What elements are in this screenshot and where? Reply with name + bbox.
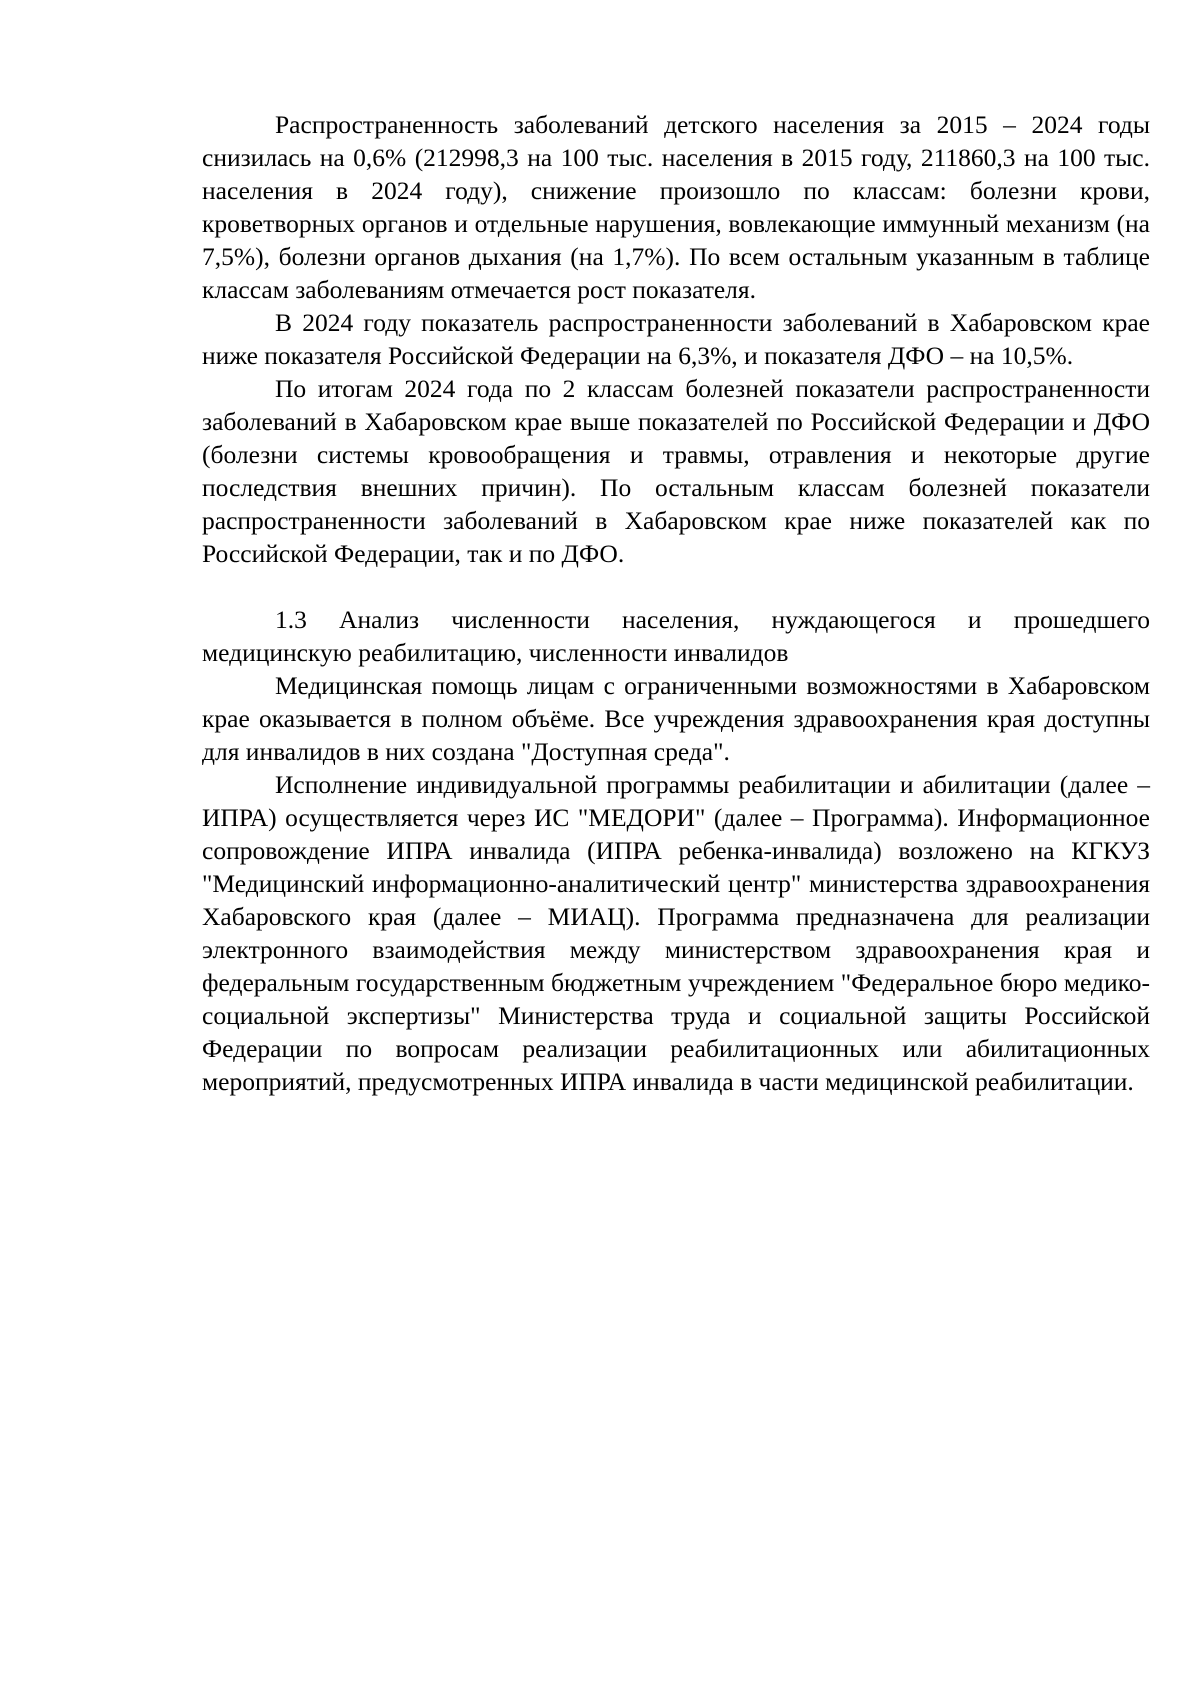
section-heading: 1.3 Анализ численности населения, нуждающегося и прошедшего медицинскую реабилитацию, численности инвалидов xyxy=(202,605,1150,667)
paragraph-ipra: Исполнение индивидуальной программы реабилитации и абилитации (далее – ИПРА) осуществляется через ИС "МЕДОРИ" (далее – Программа). Информационное сопровождение ИПРА инвалида (ИПРА ребенка-инвалида) возложено на КГКУЗ "Медицинский информационно-аналитический центр" министерства здравоохранения Хабаровского края (далее – МИАЦ). Программа предназначена для реализации электронного взаимодействия между министерством здравоохранения края и федеральным государственным бюджетным учреждением "Федеральное бюро медико-социальной экспертизы" Министерства труда и социальной защиты Российской Федерации по вопросам реализации реабилитационных или абилитационных мероприятий, предусмотренных ИПРА инвалида в части медицинской реабилитации. xyxy=(202,770,1150,1096)
paragraph-spacer xyxy=(202,570,1150,603)
document-page xyxy=(202,108,1150,1098)
paragraph-comparison-rf: В 2024 году показатель распространенности заболеваний в Хабаровском крае ниже показателя Российской Федерации на 6,3%, и показателя ДФО – на 10,5%. xyxy=(202,308,1150,370)
paragraph-results-2024: По итогам 2024 года по 2 классам болезней показатели распространенности заболеваний в Хабаровском крае выше показателей по Российской Федерации и ДФО (болезни системы кровообращения и травмы, отравления и некоторые другие последствия внешних причин). По остальным классам болезней показатели распространенности заболеваний в Хабаровском крае ниже показателей как по Российской Федерации, так и по ДФО. xyxy=(202,374,1150,568)
paragraph-child-morbidity: Распространенность заболеваний детского населения за 2015 – 2024 годы снизилась на 0,6% (212998,3 на 100 тыс. населения в 2015 году, 211860,3 на 100 тыс. населения в 2024 году), снижение произошло по классам: болезни крови, кроветворных органов и отдельные нарушения, вовлекающие иммунный механизм (на 7,5%), болезни органов дыхания (на 1,7%). По всем остальным указанным в таблице классам заболеваниям отмечается рост показателя. xyxy=(202,110,1150,304)
paragraph-medical-help: Медицинская помощь лицам с ограниченными возможностями в Хабаровском крае оказывается в полном объёме. Все учреждения здравоохранения края доступны для инвалидов в них создана "Доступная среда". xyxy=(202,671,1150,766)
